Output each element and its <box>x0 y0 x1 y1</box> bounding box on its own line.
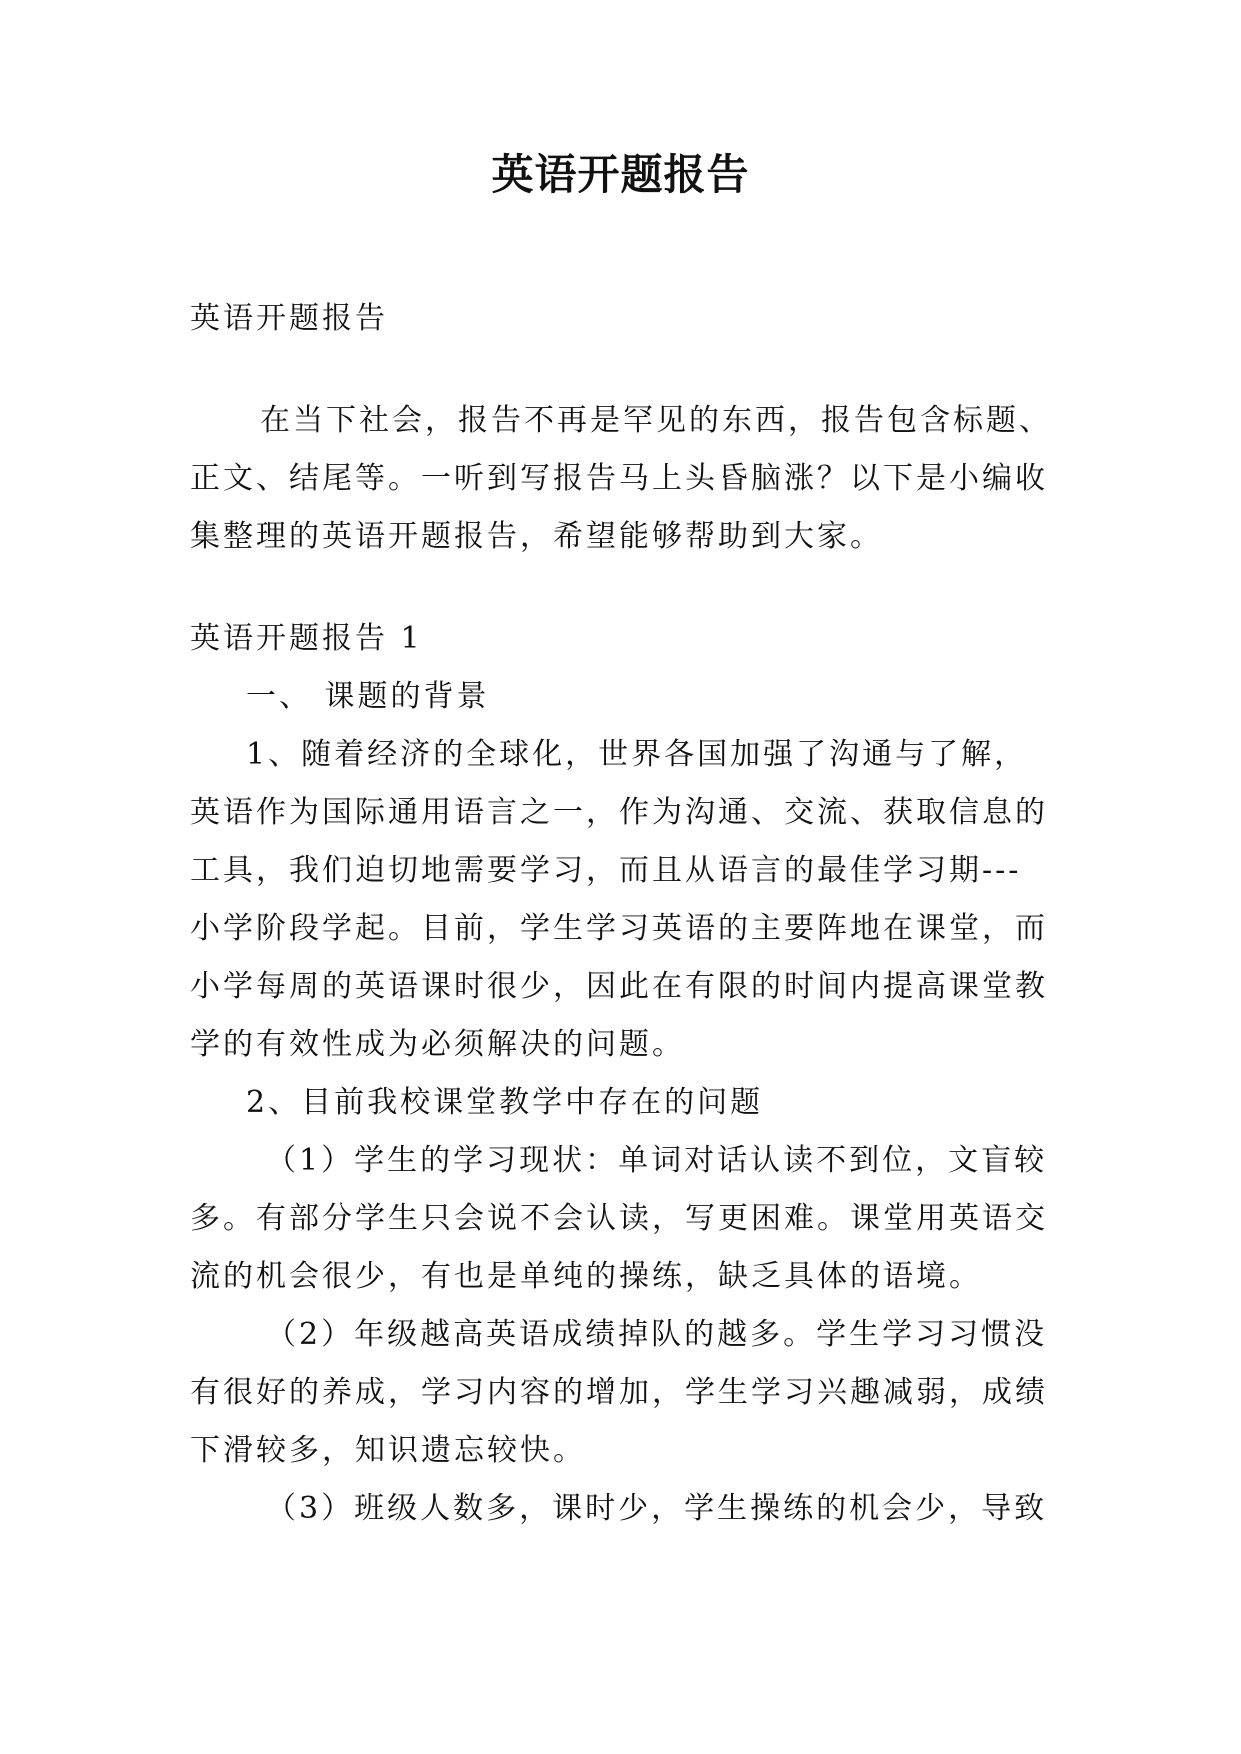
text-line: 流的机会很少，有也是单纯的操练，缺乏具体的语境。 <box>190 1259 982 1294</box>
text-line: 1、随着经济的全球化，世界各国加强了沟通与了解， <box>246 737 1028 772</box>
text-line: 英语作为国际通用语言之一，作为沟通、交流、获取信息的 <box>190 795 1048 830</box>
document-title: 英语开题报告 <box>491 150 750 199</box>
text-line: 正文、结尾等。一听到写报告马上头昏脑涨？以下是小编收 <box>190 461 1048 496</box>
paragraph-spacer <box>190 348 1070 392</box>
text-line: （1）学生的学习现状：单词对话认读不到位，文盲较 <box>266 1143 1048 1178</box>
text-line: 下滑较多，知识遗忘较快。 <box>190 1433 586 1468</box>
text-line: 在当下社会，报告不再是罕见的东西，报告包含标题、 <box>260 403 1052 438</box>
text-line: 工具，我们迫切地需要学习，而且从语言的最佳学习期--- <box>190 853 1022 888</box>
text-line: 学的有效性成为必须解决的问题。 <box>190 1027 685 1062</box>
text-line: 多。有部分学生只会说不会认读，写更困难。课堂用英语交 <box>190 1201 1048 1236</box>
text-line: 小学阶段学起。目前，学生学习英语的主要阵地在课堂，而 <box>190 911 1048 946</box>
text-line: 2、目前我校课堂教学中存在的问题 <box>246 1085 764 1120</box>
text-line: 小学每周的英语课时很少，因此在有限的时间内提高课堂教 <box>190 969 1048 1004</box>
text-line: 英语开题报告 1 <box>190 621 423 656</box>
text-line: 英语开题报告 <box>190 301 388 336</box>
text-line: 有很好的养成，学习内容的增加，学生学习兴趣减弱，成绩 <box>190 1375 1048 1410</box>
paragraph-spacer <box>190 566 1070 610</box>
text-line: （3）班级人数多，课时少，学生操练的机会少，导致 <box>266 1491 1048 1526</box>
text-line: 集整理的英语开题报告，希望能够帮助到大家。 <box>190 519 883 554</box>
text-line: （2）年级越高英语成绩掉队的越多。学生学习习惯没 <box>266 1317 1048 1352</box>
document-body <box>190 290 1070 1538</box>
text-line: 一、 课题的背景 <box>246 679 490 714</box>
